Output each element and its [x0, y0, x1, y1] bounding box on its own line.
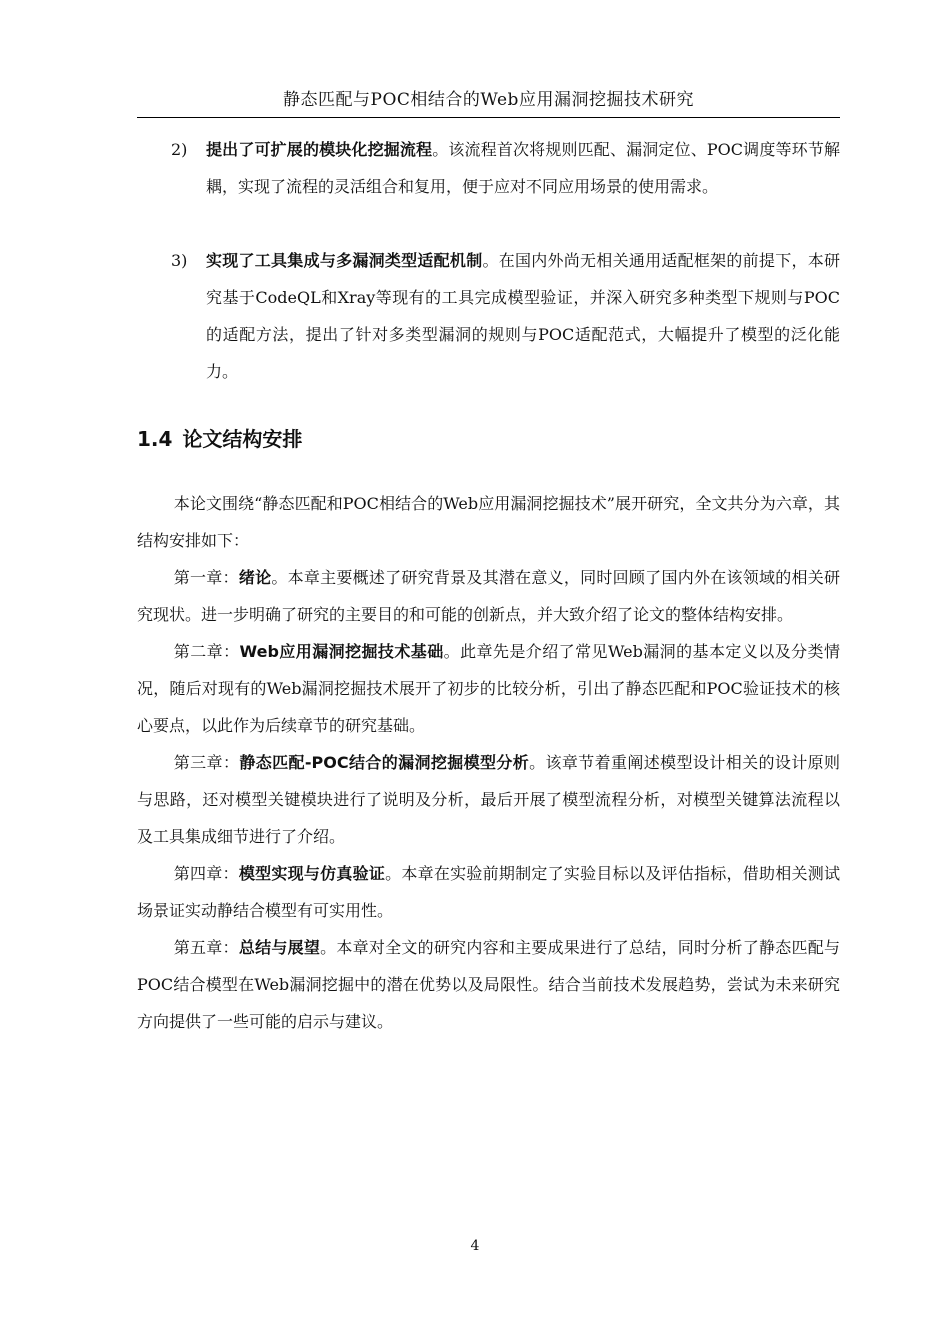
chapter-text: 。本章主要概述了研究背景及其潜在意义，同时回顾了国内外在该领域的相关研究现状。进一步明确了研究的主要目的和可能的创新点，并大致介绍了论文的整体结构安排。: [137, 568, 840, 624]
contribution-text: 。该流程首次将规则匹配、漏洞定位、POC调度等环节解耦，实现了流程的灵活组合和复用，便于应对不同应用场景的使用需求。: [206, 140, 840, 196]
contribution-text: 。在国内外尚无相关通用适配框架的前提下，本研究基于CodeQL和Xray等现有的工具完成模型验证，并深入研究多种类型下规则与POC的适配方法，提出了针对多类型漏洞的规则与POC适配范式，大幅提升了模型的泛化能力。: [206, 251, 840, 381]
header-rule: [137, 117, 840, 118]
section-heading: [137, 424, 302, 454]
chapter-lead: 第三章：: [173, 753, 240, 772]
chapter-title: Web应用漏洞挖掘技术基础: [239, 642, 444, 661]
chapter-2-paragraph: [137, 633, 840, 744]
chapter-title: 静态匹配-POC结合的漏洞挖掘模型分析: [239, 753, 530, 772]
chapter-lead: 第二章：: [173, 642, 240, 661]
chapter-text: 。此章先是介绍了常见Web漏洞的基本定义以及分类情况，随后对现有的Web漏洞挖掘技术展开了初步的比较分析，引出了静态匹配和POC验证技术的核心要点，以此作为后续章节的研究基础。: [137, 642, 840, 735]
chapter-5-paragraph: [137, 929, 840, 1040]
chapter-title: 模型实现与仿真验证: [238, 864, 386, 883]
contribution-item-3: [171, 242, 840, 390]
section-title: 论文结构安排: [182, 427, 303, 451]
chapter-text: 。本章在实验前期制定了实验目标以及评估指标，借助相关测试场景证实动静结合模型有可实用性。: [137, 864, 840, 920]
chapter-3-paragraph: [137, 744, 840, 855]
page-number: 4: [470, 1238, 480, 1254]
chapter-4-paragraph: [137, 855, 840, 929]
chapter-text: 。本章对全文的研究内容和主要成果进行了总结，同时分析了静态匹配与POC结合模型在Web漏洞挖掘中的潜在优势以及局限性。结合当前技术发展趋势，尝试为未来研究方向提供了一些可能的启示与建议。: [137, 938, 840, 1031]
list-number: 3): [171, 251, 188, 270]
contribution-title: 实现了工具集成与多漏洞类型适配机制: [206, 251, 483, 270]
running-header: 静态匹配与POC相结合的Web应用漏洞挖掘技术研究: [283, 90, 694, 110]
list-body: [206, 242, 840, 390]
chapter-title: 总结与展望: [238, 938, 321, 957]
chapter-text: 。该章节着重阐述模型设计相关的设计原则与思路，还对模型关键模块进行了说明及分析，最后开展了模型流程分析，对模型关键算法流程以及工具集成细节进行了介绍。: [137, 753, 840, 846]
chapter-lead: 第四章：: [173, 864, 239, 883]
contribution-item-2: [171, 131, 840, 205]
body-text: [137, 485, 840, 1040]
chapter-title: 绪论: [238, 568, 272, 587]
contribution-title: 提出了可扩展的模块化挖掘流程: [206, 140, 433, 159]
chapter-1-paragraph: [137, 559, 840, 633]
list-number: 2): [171, 140, 188, 159]
intro-paragraph: 本论文围绕“静态匹配和POC相结合的Web应用漏洞挖掘技术”展开研究，全文共分为六章，其结构安排如下：: [137, 494, 840, 550]
chapter-lead: 第五章：: [173, 938, 239, 957]
list-body: [206, 131, 840, 205]
chapter-lead: 第一章：: [173, 568, 239, 587]
section-number: 1.4: [137, 427, 173, 451]
